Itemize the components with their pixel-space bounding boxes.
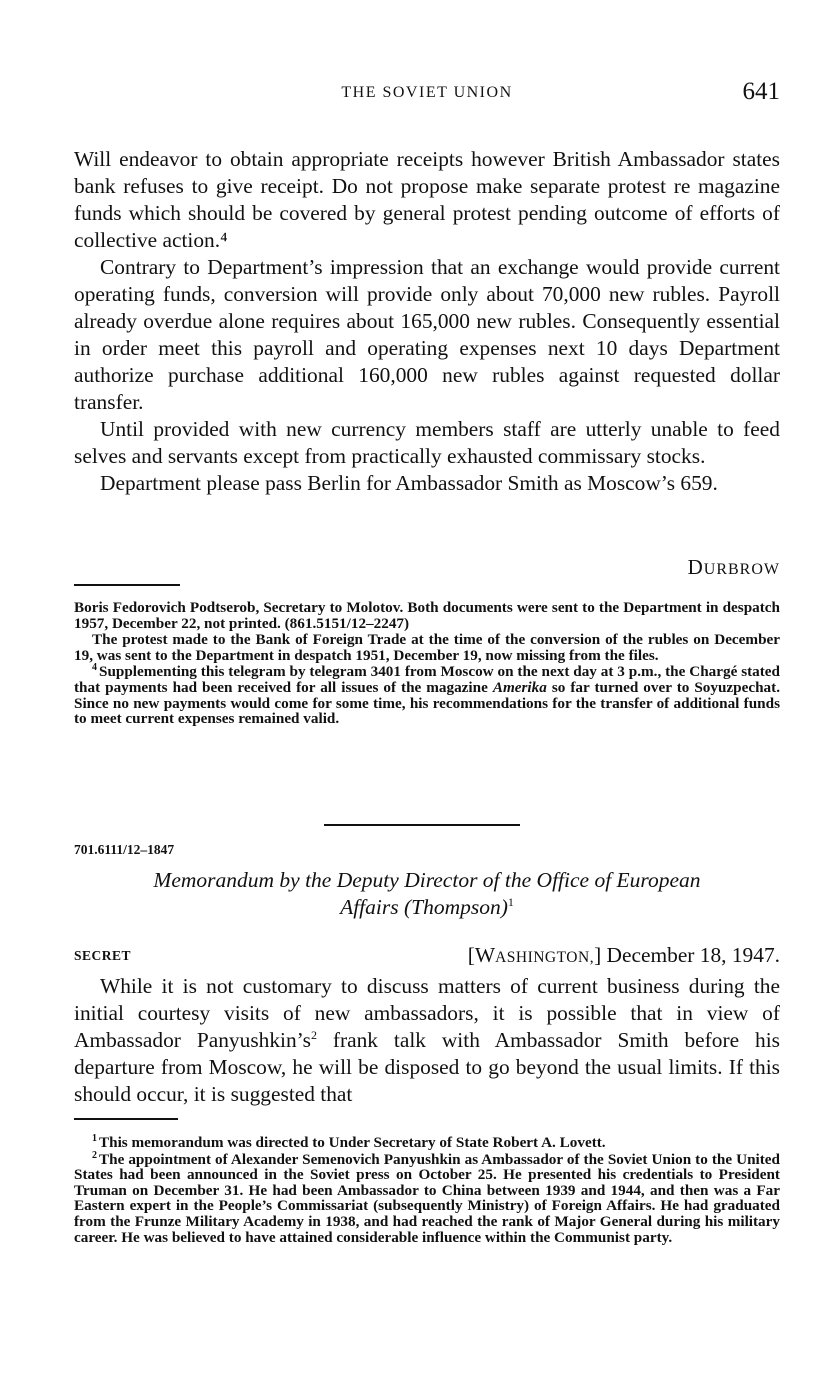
footnote-rule-bottom <box>74 1118 178 1120</box>
footnotes-top <box>74 600 780 728</box>
footnote-2-text: The appointment of Alexander Semenovich Panyushkin as Ambassador of the Soviet Union to the United States had been announced in the Soviet press on October 25. He presented his credentials to President Truman on December 31. He had been Ambassador to China between 1939 and 1944, and then was a Far Eastern expert in the People’s Commissariat (subsequently Ministry) of Foreign Affairs. He had graduated from the Frunze Military Academy in 1938, and had reached the rank of Major General during his military career. He was believed to have attained considerable influence within the Communist party. <box>74 1150 780 1246</box>
footnote-protest: The protest made to the Bank of Foreign Trade at the time of the conversion of the rubles on December 19, was sent to the Department in despatch 1951, December 19, now missing from the files. <box>74 631 780 664</box>
signature-initial: D <box>687 555 704 579</box>
footnote-4-text-after: so far turned over to Soyuzpechat. Since no new payments would come for some time, his recommendations for the transfer of additional funds to meet current expenses remained valid. <box>74 678 780 728</box>
magazine-title: Amerika <box>492 678 547 696</box>
footnote-4 <box>74 664 780 726</box>
signature <box>688 555 780 580</box>
telegram-paragraph-1: Will endeavor to obtain appropriate receipts however British Ambassador states bank refuses to give receipt. Do not propose make separate protest re magazine funds which should be covered by general protest pending outcome of efforts of collective action.⁴ <box>74 147 780 252</box>
place-and-date <box>468 943 780 968</box>
telegram-paragraph-2: Contrary to Department’s impression that an exchange would provide current operating funds, conversion will provide only about 70,000 new rubles. Payroll already overdue alone requires about 165,000 new rubles. Consequently essential in order meet this payroll and operating expenses next 10 days Department authorize purchase additional 160,000 new rubles against requested dollar transfer. <box>74 255 780 414</box>
memo-title-footnote-ref: 1 <box>507 894 514 909</box>
footnote-1-text: This memorandum was directed to Under Secretary of State Robert A. Lovett. <box>99 1134 606 1151</box>
running-title: THE SOVIET UNION <box>341 84 513 101</box>
footnote-1 <box>74 1132 780 1151</box>
place-open-bracket: [ <box>467 943 475 967</box>
place-rest: ASHINGTON, <box>495 949 595 966</box>
footnote-4-marker: 4 <box>92 662 97 674</box>
memo-footnote-ref: 2 <box>310 1027 317 1042</box>
footnote-podtserob: Boris Fedorovich Podtserob, Secretary to Molotov. Both documents were sent to the Department in despatch 1957, December 22, not printed. (861.5151/12–2247) <box>74 599 780 632</box>
footnotes-bottom <box>74 1132 780 1246</box>
memo-body <box>74 973 780 1108</box>
telegram-body <box>74 146 780 497</box>
footnote-rule-top <box>74 584 180 586</box>
signature-rest: URBROW <box>703 561 780 578</box>
memo-paragraph <box>74 973 780 1108</box>
section-divider <box>324 824 520 826</box>
place-close-bracket: ] <box>594 943 602 967</box>
place-initial: W <box>474 943 496 967</box>
page-number: 641 <box>742 78 780 105</box>
footnote-1-marker: 1 <box>92 1132 97 1144</box>
memo-title-line-2: Affairs (Thompson) <box>340 895 508 919</box>
memo-text-part-1: While it is not customary to discuss matters of current business during the initial courtesy visits of new ambassadors, it is possible that in view of Ambassador Panyushkin’s <box>74 974 780 1052</box>
memo-title-line-1: Memorandum by the Deputy Director of the Office of European <box>153 868 701 892</box>
dateline <box>74 943 780 971</box>
running-head <box>74 78 780 110</box>
memo-title-line-2-wrap <box>74 894 780 921</box>
telegram-paragraph-3: Until provided with new currency members staff are utterly unable to feed selves and servants except from practically exhausted commissary stocks. <box>74 417 780 468</box>
memo-date: December 18, 1947. <box>601 943 780 967</box>
file-number: 701.6111/12–1847 <box>74 842 175 857</box>
footnote-2-marker: 2 <box>92 1149 97 1161</box>
classification: SECRET <box>74 948 132 963</box>
footnote-4-text-before: Supplementing this telegram by telegram 3401 from Moscow on the next day at 3 p.m., the Chargé stated that payments had been received for all issues of the magazine <box>74 663 780 696</box>
telegram-paragraph-4: Department please pass Berlin for Ambassador Smith as Moscow’s 659. <box>100 471 718 495</box>
memo-text-part-2: frank talk with Ambassador Smith before his departure from Moscow, he will be disposed to go beyond the usual limits. If this should occur, it is suggested that <box>74 1028 780 1106</box>
footnote-2 <box>74 1149 780 1246</box>
memo-title <box>74 867 780 921</box>
